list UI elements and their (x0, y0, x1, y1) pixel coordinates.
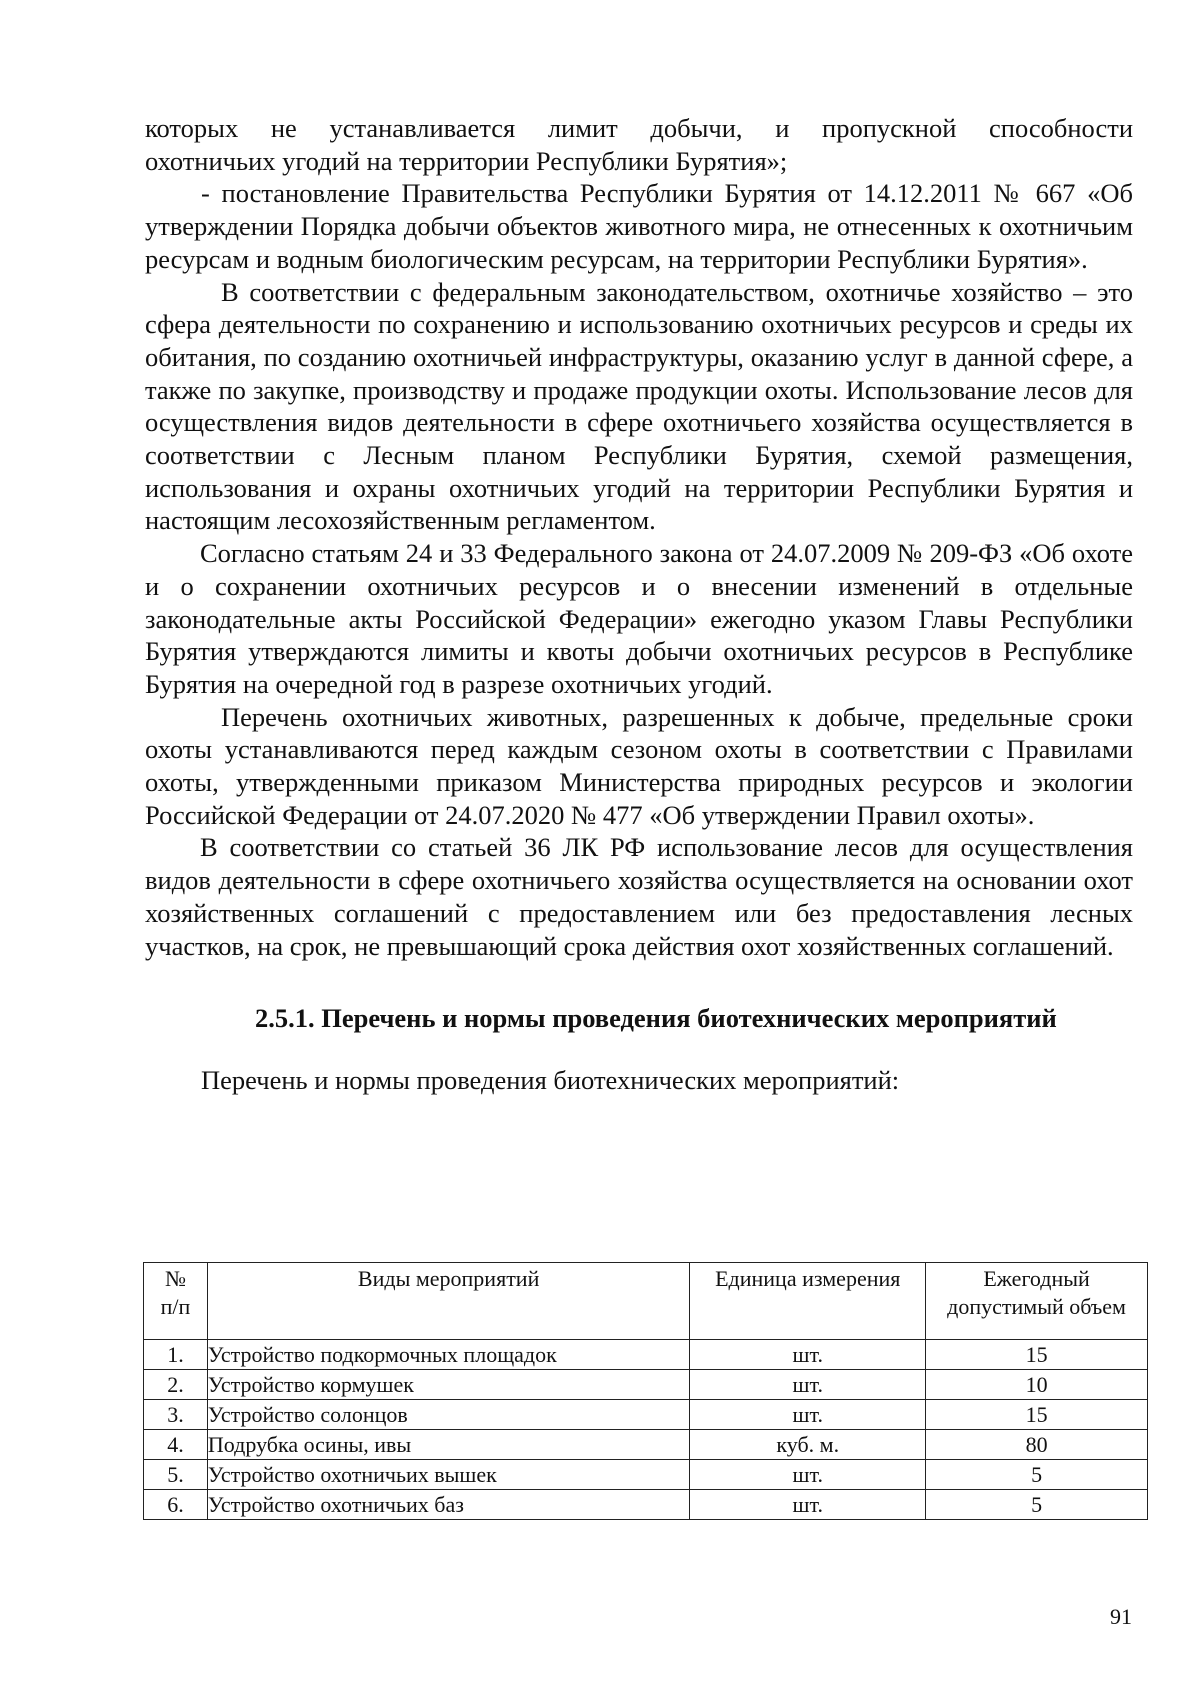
header-name: Виды мероприятий (207, 1263, 689, 1340)
section-heading: 2.5.1. Перечень и нормы проведения биотехнических мероприятий (255, 1003, 1057, 1034)
page-body (145, 112, 1133, 1096)
page-number: 91 (1110, 1604, 1132, 1629)
row-num: 5. (144, 1460, 208, 1490)
row-volume: 5 (926, 1490, 1148, 1520)
section-intro: Перечень и нормы проведения биотехнических мероприятий: (201, 1065, 900, 1096)
row-num: 6. (144, 1490, 208, 1520)
row-volume: 80 (926, 1430, 1148, 1460)
header-volume-line-2: допустимый объем (947, 1294, 1126, 1319)
header-unit: Единица измерения (690, 1263, 926, 1340)
row-volume: 10 (926, 1370, 1148, 1400)
paragraph-6: В соответствии со статьей 36 ЛК РФ использование лесов для осуществления видов деятельности в сфере охотничьего хозяйства осуществляется на основании охот хозяйственных соглашений с предоставлением или без предоставления лесных участков, на срок, не превышающий срока действия охот хозяйственных соглашений. (145, 832, 1133, 961)
row-unit: шт. (690, 1490, 926, 1520)
header-volume (926, 1263, 1148, 1340)
row-num: 1. (144, 1340, 208, 1370)
row-unit: шт. (690, 1460, 926, 1490)
header-num-line-1: № (164, 1266, 186, 1291)
table-row (144, 1400, 1148, 1430)
table-row (144, 1370, 1148, 1400)
paragraph-4: Согласно статьям 24 и 33 Федерального закона от 24.07.2009 № 209-ФЗ «Об охоте и о сохранении охотничьих ресурсов и о внесении изменений в отдельные законодательные акты Российской Федерации» ежегодно указом Главы Республики Бурятия утверждаются лимиты и квоты добычи охотничьих ресурсов в Республике Бурятия на очередной год в разрезе охотничьих угодий. (145, 538, 1133, 699)
header-num-line-2: п/п (160, 1294, 191, 1319)
row-unit: шт. (690, 1340, 926, 1370)
header-num (144, 1263, 208, 1340)
row-name: Устройство солонцов (207, 1400, 689, 1430)
paragraph-2: - постановление Правительства Республики Бурятия от 14.12.2011 № 667 «Об утверждении Порядка добычи объектов животного мира, не отнесенных к охотничьим ресурсам и водным биологическим ресурсам, на территории Республики Бурятия». (145, 178, 1133, 274)
row-num: 4. (144, 1430, 208, 1460)
row-name: Устройство подкормочных площадок (207, 1340, 689, 1370)
row-num: 2. (144, 1370, 208, 1400)
row-name: Подрубка осины, ивы (207, 1430, 689, 1460)
row-volume: 15 (926, 1340, 1148, 1370)
biotech-measures-table (143, 1262, 1148, 1520)
table-row (144, 1340, 1148, 1370)
row-volume: 15 (926, 1400, 1148, 1430)
paragraph-1-line-2: охотничьих угодий на территории Республики Бурятия»; (145, 145, 788, 176)
table-row (144, 1430, 1148, 1460)
table-row (144, 1490, 1148, 1520)
header-volume-line-1: Ежегодный (983, 1266, 1090, 1291)
row-unit: шт. (690, 1370, 926, 1400)
table-header-row (144, 1263, 1148, 1340)
row-unit: шт. (690, 1400, 926, 1430)
row-volume: 5 (926, 1460, 1148, 1490)
row-name: Устройство охотничьих вышек (207, 1460, 689, 1490)
row-name: Устройство охотничьих баз (207, 1490, 689, 1520)
table-row (144, 1460, 1148, 1490)
paragraph-1-line-1: которых не устанавливается лимит добычи, и пропускной способности (145, 113, 1133, 143)
paragraph-5: Перечень охотничьих животных, разрешенных к добыче, предельные сроки охоты устанавливаются перед каждым сезоном охоты в соответствии с Правилами охоты, утвержденными приказом Министерства природных ресурсов и экологии Российской Федерации от 24.07.2020 № 477 «Об утверждении Правил охоты». (145, 701, 1133, 830)
row-num: 3. (144, 1400, 208, 1430)
row-name: Устройство кормушек (207, 1370, 689, 1400)
row-unit: куб. м. (690, 1430, 926, 1460)
paragraph-3: В соответствии с федеральным законодательством, охотничье хозяйство – это сфера деятельности по сохранению и использованию охотничьих ресурсов и среды их обитания, по созданию охотничьей инфраструктуры, оказанию услуг в данной сфере, а также по закупке, производству и продаже продукции охоты. Использование лесов для осуществления видов деятельности в сфере охотничьего хозяйства осуществляется в соответствии с Лесным планом Республики Бурятия, схемой размещения, использования и охраны охотничьих угодий на территории Республики Бурятия и настоящим лесохозяйственным регламентом. (145, 276, 1133, 536)
